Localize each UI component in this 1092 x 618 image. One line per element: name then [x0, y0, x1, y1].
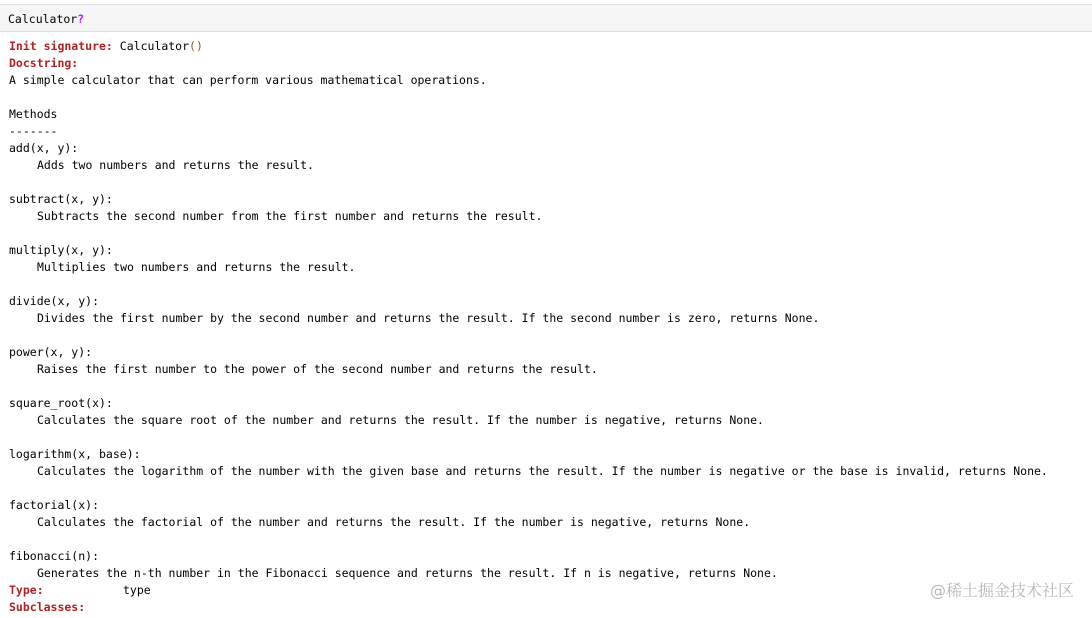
method-signature: power(x, y): — [9, 345, 93, 359]
method-description: Calculates the logarithm of the number with the given base and returns the result. If the number is negative or the base is invalid, returns None. — [37, 464, 1048, 478]
subclasses-line — [9, 599, 1084, 616]
method-signature: multiply(x, y): — [9, 243, 113, 257]
code-input-cell[interactable] — [0, 4, 1092, 32]
method-signature: square_root(x): — [9, 396, 113, 410]
method-signature: factorial(x): — [9, 498, 100, 512]
help-operator: ? — [77, 12, 85, 26]
blank-line — [9, 480, 1084, 497]
blank-line — [9, 89, 1084, 106]
subclasses-label: Subclasses: — [9, 600, 86, 614]
code-text: Calculator — [8, 12, 78, 26]
method-description: Divides the first number by the second number and returns the result. If the second number is zero, returns None. — [37, 311, 820, 325]
method-description: Multiplies two numbers and returns the result. — [37, 260, 356, 274]
init-signature-line — [9, 38, 1084, 55]
watermark: @稀土掘金技术社区 — [929, 581, 1074, 600]
docstring-label: Docstring: — [9, 56, 79, 70]
method-description: Calculates the factorial of the number and returns the result. If the number is negative, returns None. — [37, 515, 751, 529]
method-description: Adds two numbers and returns the result. — [37, 158, 314, 172]
docstring-description: A simple calculator that can perform various mathematical operations. — [9, 73, 487, 87]
type-value: type — [123, 583, 151, 597]
methods-heading: Methods — [9, 107, 58, 121]
blank-line — [9, 174, 1084, 191]
method-description: Raises the first number to the power of the second number and returns the result. — [37, 362, 598, 376]
type-line — [9, 582, 1084, 599]
blank-line — [9, 429, 1084, 446]
method-signature: logarithm(x, base): — [9, 447, 141, 461]
init-signature-name: Calculator — [119, 39, 190, 53]
init-signature-parens: () — [189, 39, 203, 53]
method-signature: fibonacci(n): — [9, 549, 100, 563]
init-signature-label: Init signature: — [9, 39, 113, 53]
method-signature: add(x, y): — [9, 141, 79, 155]
docstring-label-line — [9, 55, 1084, 72]
method-description: Generates the n-th number in the Fibonacci sequence and returns the result. If n is negative, returns None. — [37, 566, 778, 580]
blank-line — [9, 225, 1084, 242]
blank-line — [9, 276, 1084, 293]
method-signature: divide(x, y): — [9, 294, 100, 308]
method-signature: subtract(x, y): — [9, 192, 113, 206]
blank-line — [9, 531, 1084, 548]
method-description: Subtracts the second number from the first number and returns the result. — [37, 209, 543, 223]
type-label: Type: — [9, 583, 44, 597]
method-description: Calculates the square root of the number and returns the result. If the number is negative, returns None. — [37, 413, 764, 427]
blank-line — [9, 378, 1084, 395]
blank-line — [9, 327, 1084, 344]
help-output — [9, 38, 1084, 616]
methods-rule: ------- — [9, 124, 58, 138]
